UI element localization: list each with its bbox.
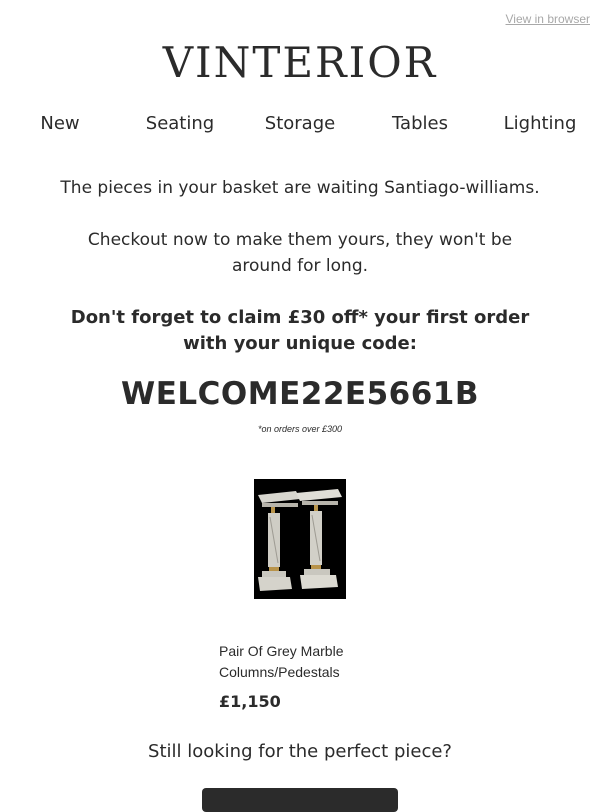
nav-item-seating[interactable]: Seating: [145, 113, 215, 134]
product-price: £1,150: [219, 692, 281, 711]
vinterior-logo[interactable]: VINTERIOR: [162, 38, 438, 87]
category-nav: [0, 113, 600, 137]
nav-item-lighting[interactable]: Lighting: [503, 113, 577, 134]
product-image[interactable]: [254, 479, 346, 599]
basket-waiting-message: The pieces in your basket are waiting Santiago-williams.: [60, 178, 540, 198]
promo-code: WELCOME22E5661B: [121, 376, 479, 412]
promo-claim-text: Don't forget to claim £30 off* your first order with your unique code:: [70, 307, 530, 354]
view-in-browser-link[interactable]: View in browser: [505, 12, 590, 26]
browse-button[interactable]: [202, 788, 398, 812]
nav-item-new[interactable]: New: [40, 113, 80, 134]
nav-item-tables[interactable]: Tables: [392, 113, 448, 134]
promo-terms: *on orders over £300: [257, 424, 343, 434]
nav-item-storage[interactable]: Storage: [264, 113, 336, 134]
product-name[interactable]: Pair Of Grey Marble Columns/Pedestals: [219, 643, 344, 680]
still-looking-text: Still looking for the perfect piece?: [148, 741, 452, 762]
checkout-message: Checkout now to make them yours, they won't be around for long.: [87, 230, 513, 276]
marble-columns-image: [254, 479, 346, 599]
